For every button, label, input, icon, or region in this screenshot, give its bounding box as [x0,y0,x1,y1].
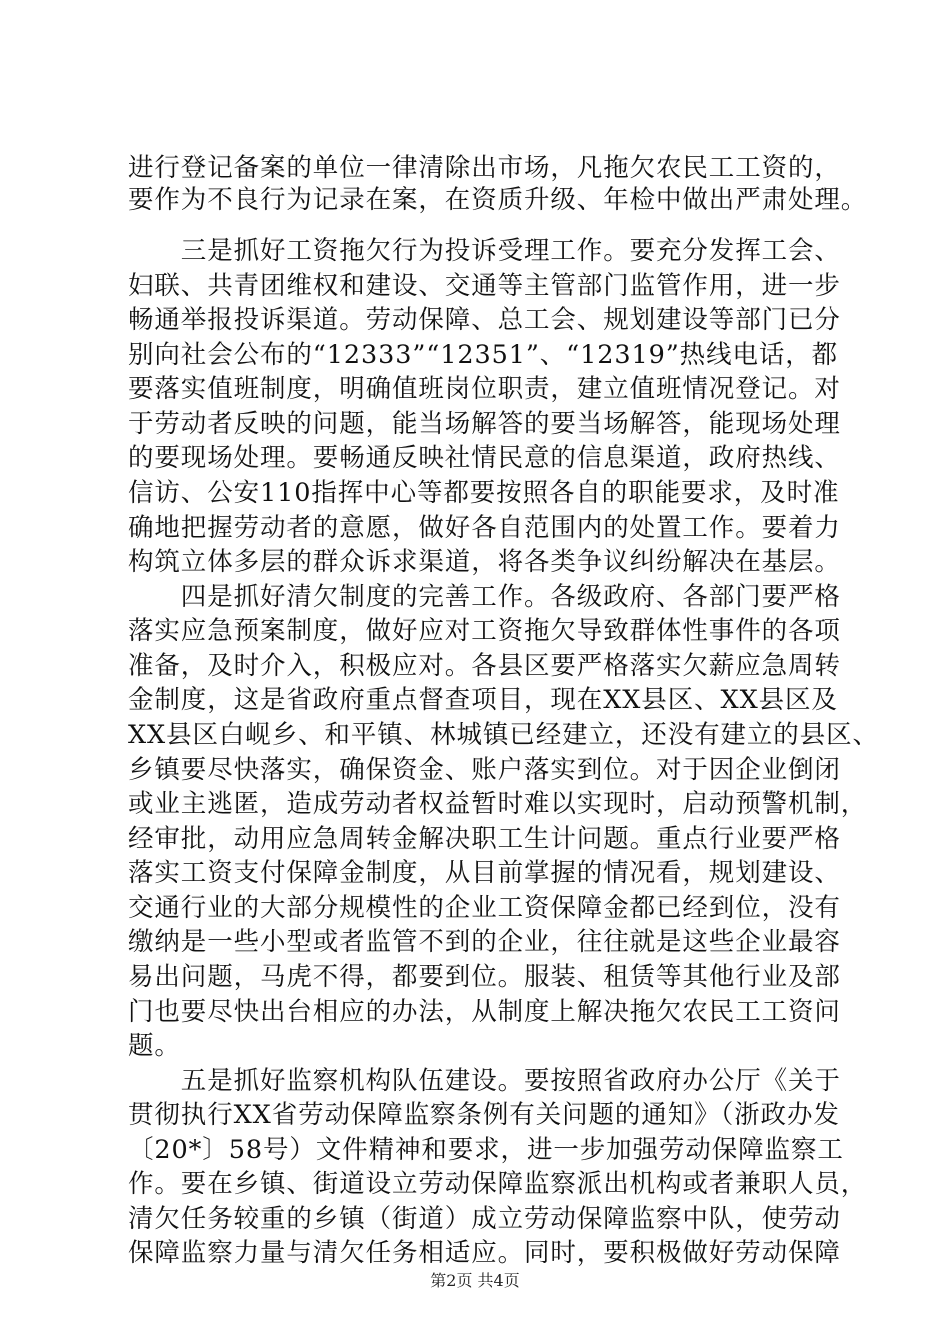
text-line: 交通行业的大部分规模性的企业工资保障金都已经到位，没有 [128,893,841,923]
text-line: 的要现场处理。要畅通反映社情民意的信息渠道，政府热线、 [128,443,841,473]
text-line: 易出问题，马虎不得，都要到位。服装、租赁等其他行业及部 [128,962,841,992]
text-line: 或业主逃匿，造成劳动者权益暂时难以实现时，启动预警机制， [128,789,868,819]
text-line: 乡镇要尽快落实，确保资金、账户落实到位。对于因企业倒闭 [128,755,841,785]
text-line: 四是抓好清欠制度的完善工作。各级政府、各部门要严格 [128,582,841,612]
text-line: 贯彻执行XX省劳动保障监察条例有关问题的通知》（浙政办发 [128,1100,840,1130]
text-line: 落实应急预案制度，做好应对工资拖欠导致群体性事件的各项 [128,616,841,646]
text-line: 题。 [128,1031,181,1061]
text-line: 三是抓好工资拖欠行为投诉受理工作。要充分发挥工会、 [128,236,841,266]
text-line: 要作为不良行为记录在案，在资质升级、年检中做出严肃处理。 [128,185,868,215]
text-line: 准备，及时介入，积极应对。各县区要严格落实欠薪应急周转 [128,651,841,681]
text-line: 别向社会公布的“12333”“12351”、“12319”热线电话，都 [128,340,839,370]
text-line: 信访、公安110指挥中心等都要按照各自的职能要求，及时准 [128,478,840,508]
text-line: 构筑立体多层的群众诉求渠道，将各类争议纠纷解决在基层。 [128,547,841,577]
text-line: 〔20*〕58号）文件精神和要求，进一步加强劳动保障监察工 [128,1135,844,1165]
text-line: 进行登记备案的单位一律清除出市场，凡拖欠农民工工资的， [128,153,841,183]
text-line: 确地把握劳动者的意愿，做好各自范围内的处置工作。要着力 [128,513,841,543]
text-line: 五是抓好监察机构队伍建设。要按照省政府办公厅《关于 [128,1066,841,1096]
text-line: 要落实值班制度，明确值班岗位职责，建立值班情况登记。对 [128,374,841,404]
text-line: 门也要尽快出台相应的办法，从制度上解决拖欠农民工工资问 [128,997,841,1027]
page-number-footer: 第2页 共4页 [430,1271,520,1290]
text-line: 金制度，这是省政府重点督查项目，现在XX县区、XX县区及 [128,685,838,715]
text-line: XX县区白岘乡、和平镇、林城镇已经建立，还没有建立的县区、 [128,720,879,750]
text-line: 经审批，动用应急周转金解决职工生计问题。重点行业要严格 [128,824,841,854]
text-line: 落实工资支付保障金制度，从目前掌握的情况看，规划建设、 [128,858,841,888]
text-line: 于劳动者反映的问题，能当场解答的要当场解答，能现场处理 [128,409,841,439]
text-line: 保障监察力量与清欠任务相适应。同时，要积极做好劳动保障 [128,1238,841,1268]
text-line: 缴纳是一些小型或者监管不到的企业，往往就是这些企业最容 [128,927,841,957]
text-line: 作。要在乡镇、街道设立劳动保障监察派出机构或者兼职人员， [128,1169,868,1199]
text-line: 清欠任务较重的乡镇（街道）成立劳动保障监察中队，使劳动 [128,1204,841,1234]
text-line: 妇联、共青团维权和建设、交通等主管部门监管作用，进一步 [128,271,841,301]
text-line: 畅通举报投诉渠道。劳动保障、总工会、规划建设等部门已分 [128,305,841,335]
